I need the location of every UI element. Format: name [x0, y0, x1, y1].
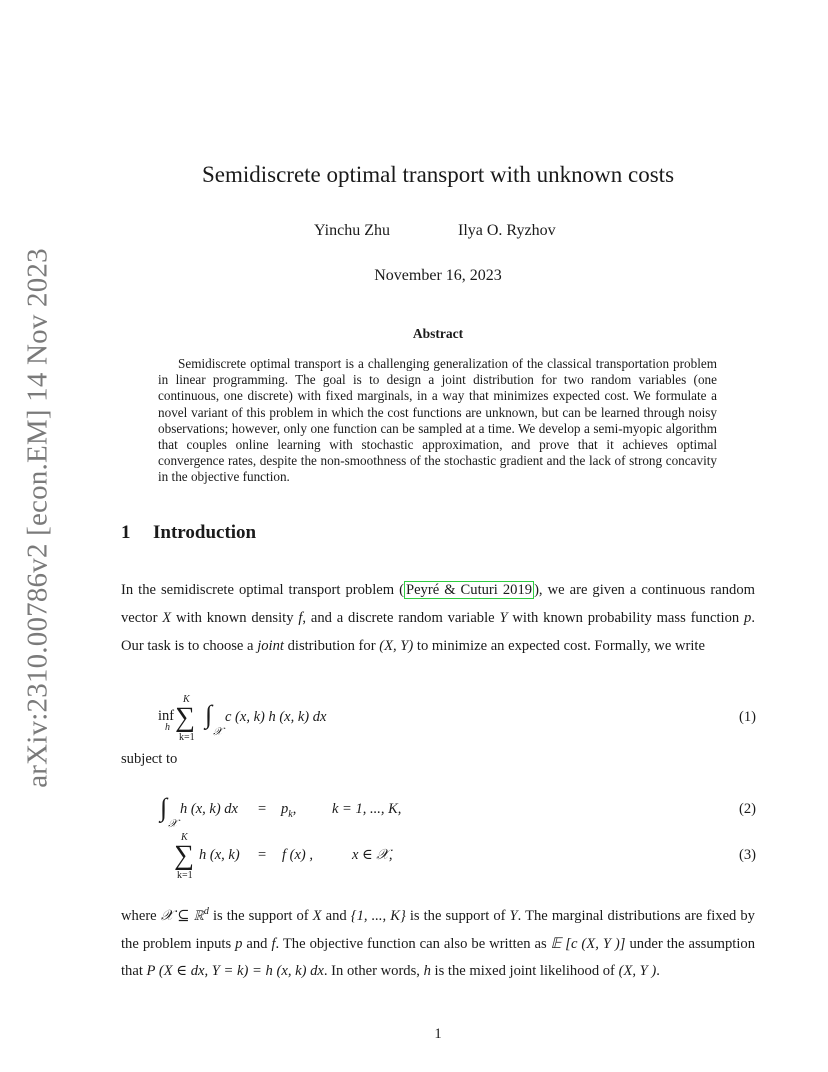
equation-3-relation: = [258, 847, 267, 863]
equation-3-sum-upper: K [181, 832, 188, 843]
equation-1-sum-upper: K [183, 694, 190, 705]
equation-2-rhs: $p_k$, [281, 801, 297, 820]
page-number: 1 [434, 1026, 442, 1042]
equation-1-inf: inf [158, 708, 175, 724]
author-name: Ilya O. Ryzhov [458, 222, 556, 239]
equation-2-condition: k = 1, ..., K, [332, 801, 402, 817]
summation-sign: ∑ [175, 702, 195, 733]
abstract-text: Semidiscrete optimal transport is a challenging generalization of the classical transportation problem in linear programming. The goal is to design a joint distribution for two random variables (one continuous, one discrete) with fixed marginals, in a way that minimizes expected cost. We formulate a novel variant of this problem in which the cost functions are unknown, but can be learned through noisy observations; however, only one function can be sampled at a time. We develop a semi-myopic algorithm that couples online learning with stochastic approximation, and prove that it achieves optimal convergence rates, despite the non-smoothness of the stochastic gradient and the lack of strong concavity in the objective function. [158, 356, 717, 485]
equation-2-domain: 𝒳 [168, 818, 178, 830]
section-heading [121, 522, 256, 544]
citation-link[interactable]: Peyré & Cuturi 2019 [405, 582, 533, 598]
equation-3-rhs: f (x) , [282, 847, 313, 863]
equation-1-sum-lower: k=1 [179, 732, 195, 743]
equation-3-sum-lower: k=1 [177, 870, 193, 881]
publication-date: November 16, 2023 [374, 267, 502, 284]
section-number: 1 [121, 522, 131, 543]
abstract-heading: Abstract [412, 326, 464, 341]
equation-1-integrand: c (x, k) h (x, k) dx [225, 709, 327, 725]
section-title: Introduction [153, 522, 257, 543]
equation-3-lhs: h (x, k) [199, 847, 240, 863]
equation-3-condition: x ∈ 𝒳, [352, 847, 393, 863]
equation-1-number: (1) [738, 709, 756, 725]
equation-2-number: (2) [738, 801, 756, 817]
equation-1-domain: 𝒳 [213, 726, 223, 738]
summation-sign: ∑ [174, 840, 194, 871]
intro-paragraph: In the semidiscrete optimal transport problem ( Peyré & Cuturi 2019 ), we are given a continuous random vector X with known density f, and a discrete random variable Y with known probability mass function p. Our task is to choose a joint distribution for (X, Y) to minimize an expected cost. Formally, we write [121, 582, 755, 654]
equation-2-lhs: h (x, k) dx [180, 801, 238, 817]
equation-1-inf-subscript: h [165, 722, 170, 733]
paper-title: Semidiscrete optimal transport with unknown costs [201, 162, 675, 187]
closing-paragraph: where 𝒳 ⊆ ℝ$^d$ is the support of X and {1, ..., K} is the support of Y. The marginal distributions are fixed by the problem inputs p and f. The objective function can also be written as 𝔼 [c (X, Y )] under the assumption that P (X ∈ dx, Y = k) = h (x, k) dx. In other words, h is the mixed joint likelihood of (X, Y ). [121, 906, 755, 980]
integral-sign: ∫ [160, 793, 168, 822]
author-name: Yinchu Zhu [314, 222, 390, 239]
equation-2-relation: = [258, 801, 267, 817]
subject-to-text: subject to [121, 751, 178, 767]
arxiv-identifier-stamp: arXiv:2310.00786v2 [econ.EM] 14 Nov 2023 [21, 248, 54, 788]
integral-sign: ∫ [205, 700, 213, 729]
equation-3-number: (3) [738, 847, 756, 863]
